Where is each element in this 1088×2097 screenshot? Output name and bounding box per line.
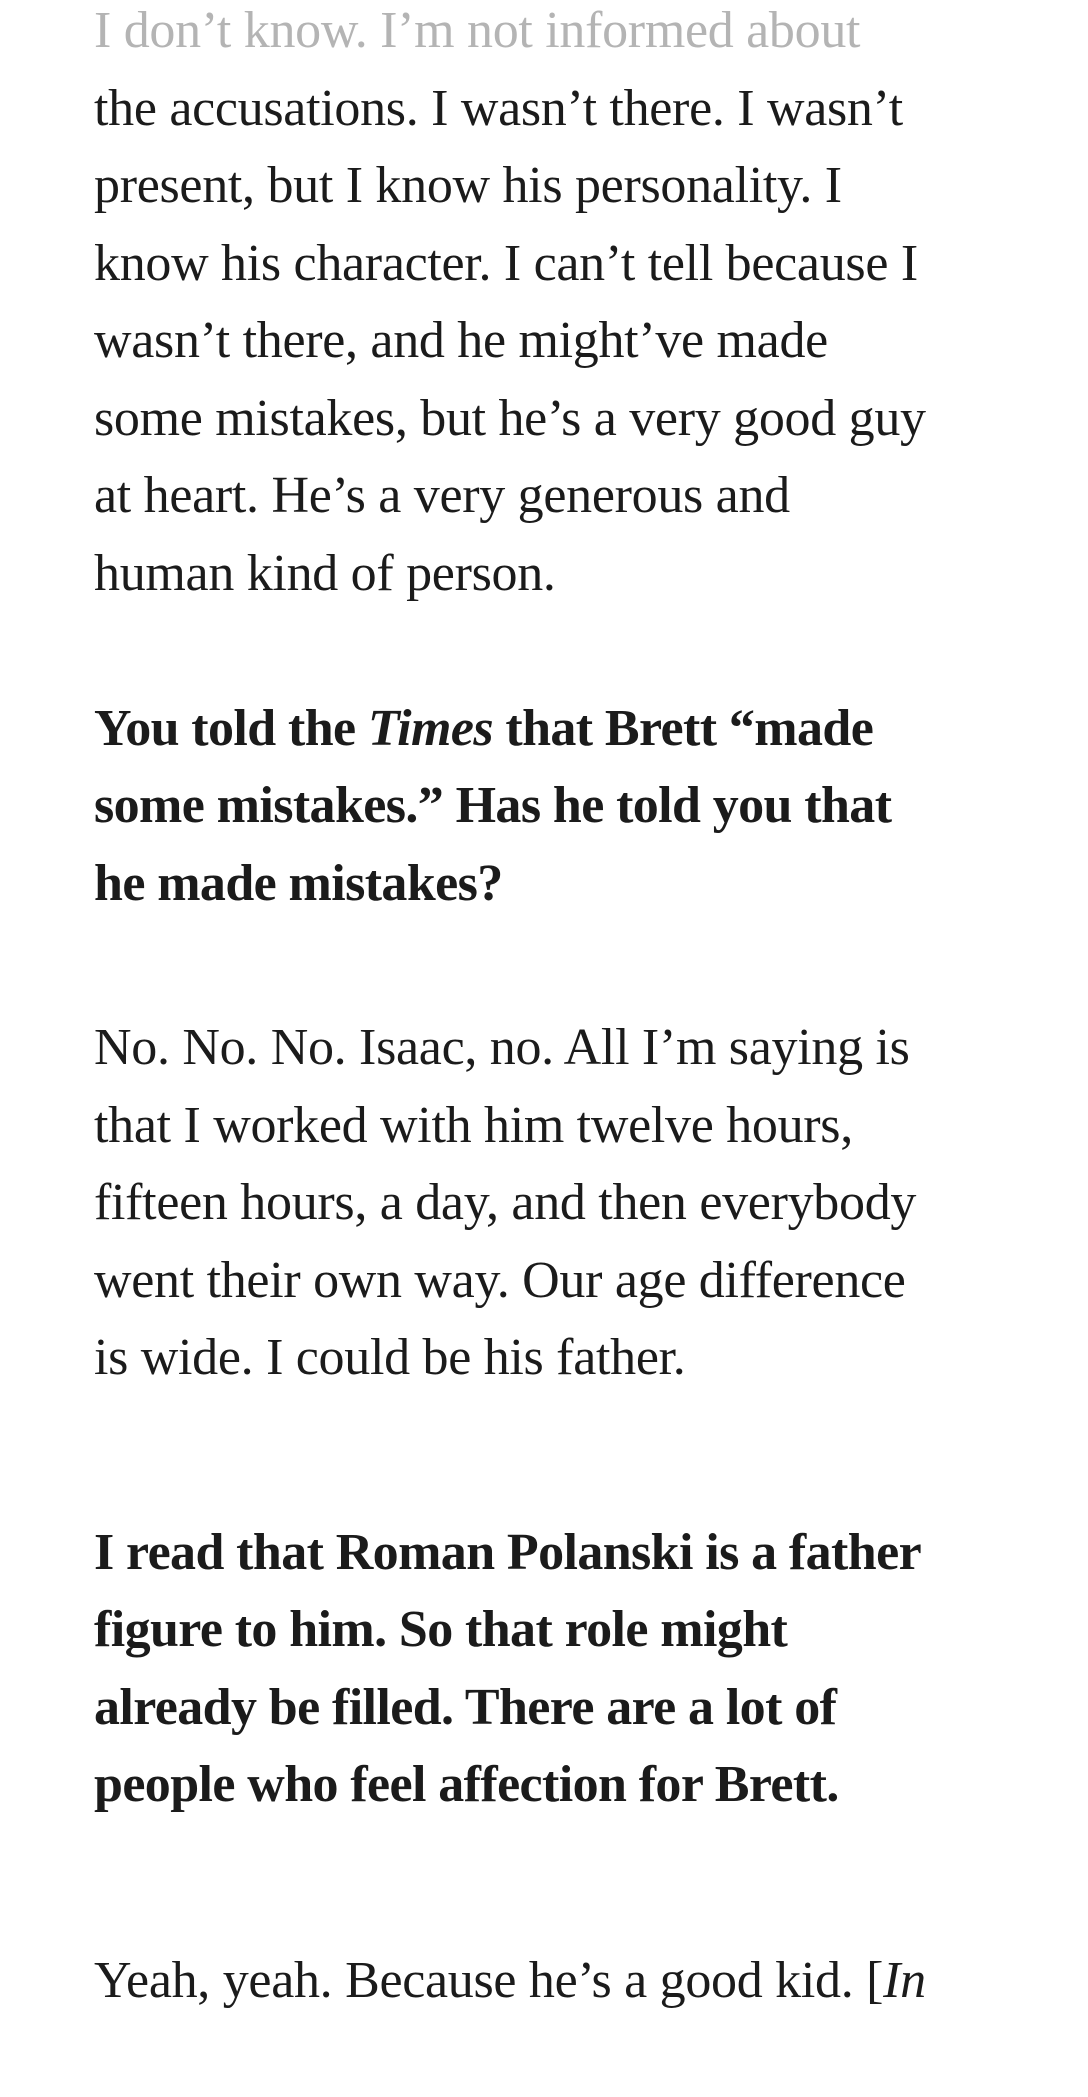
faded-text-line: I don’t know. I’m not informed about [94, 2, 861, 59]
text-line: human kind of person. [94, 544, 556, 602]
text-line [94, 1942, 994, 2020]
answer-paragraph [94, 0, 994, 612]
text-line: that I worked with him twelve hours, [94, 1096, 853, 1154]
question-text: that Brett “made [492, 699, 874, 757]
answer-text: Yeah, yeah. Because he’s a good kid. [ [94, 1951, 884, 2009]
text-line: wasn’t there, and he might’ve made [94, 312, 828, 369]
text-line: know his character. I can’t tell because I [94, 234, 918, 292]
question-line: he made mistakes? [94, 854, 503, 912]
question-line: figure to him. So that role might [94, 1601, 788, 1658]
stage-direction: In [883, 1951, 926, 2009]
text-line: fifteen hours, a day, and then everybody [94, 1174, 917, 1231]
question-text: You told the [94, 699, 368, 757]
question-line: I read that Roman Polanski is a father [94, 1523, 922, 1581]
text-line: present, but I know his personality. I [94, 157, 842, 214]
question-paragraph [94, 1514, 994, 1824]
question-line: some mistakes.” Has he told you that [94, 777, 892, 834]
question-line: already be filled. There are a lot of [94, 1678, 837, 1736]
question-line [94, 690, 994, 768]
article-body [94, 0, 994, 2097]
text-line: at heart. He’s a very generous and [94, 467, 790, 524]
answer-paragraph [94, 1009, 994, 1397]
text-line: is wide. I could be his father. [94, 1329, 686, 1386]
text-line: the accusations. I wasn’t there. I wasn’t [94, 79, 903, 137]
publication-name: Times [367, 699, 493, 757]
question-paragraph [94, 690, 994, 923]
text-line: went their own way. Our age difference [94, 1251, 906, 1309]
text-line: No. No. No. Isaac, no. All I’m saying is [94, 1019, 910, 1076]
question-line: people who feel affection for Brett. [94, 1756, 839, 1813]
text-line: some mistakes, but he’s a very good guy [94, 389, 926, 447]
answer-paragraph [94, 1942, 994, 2020]
